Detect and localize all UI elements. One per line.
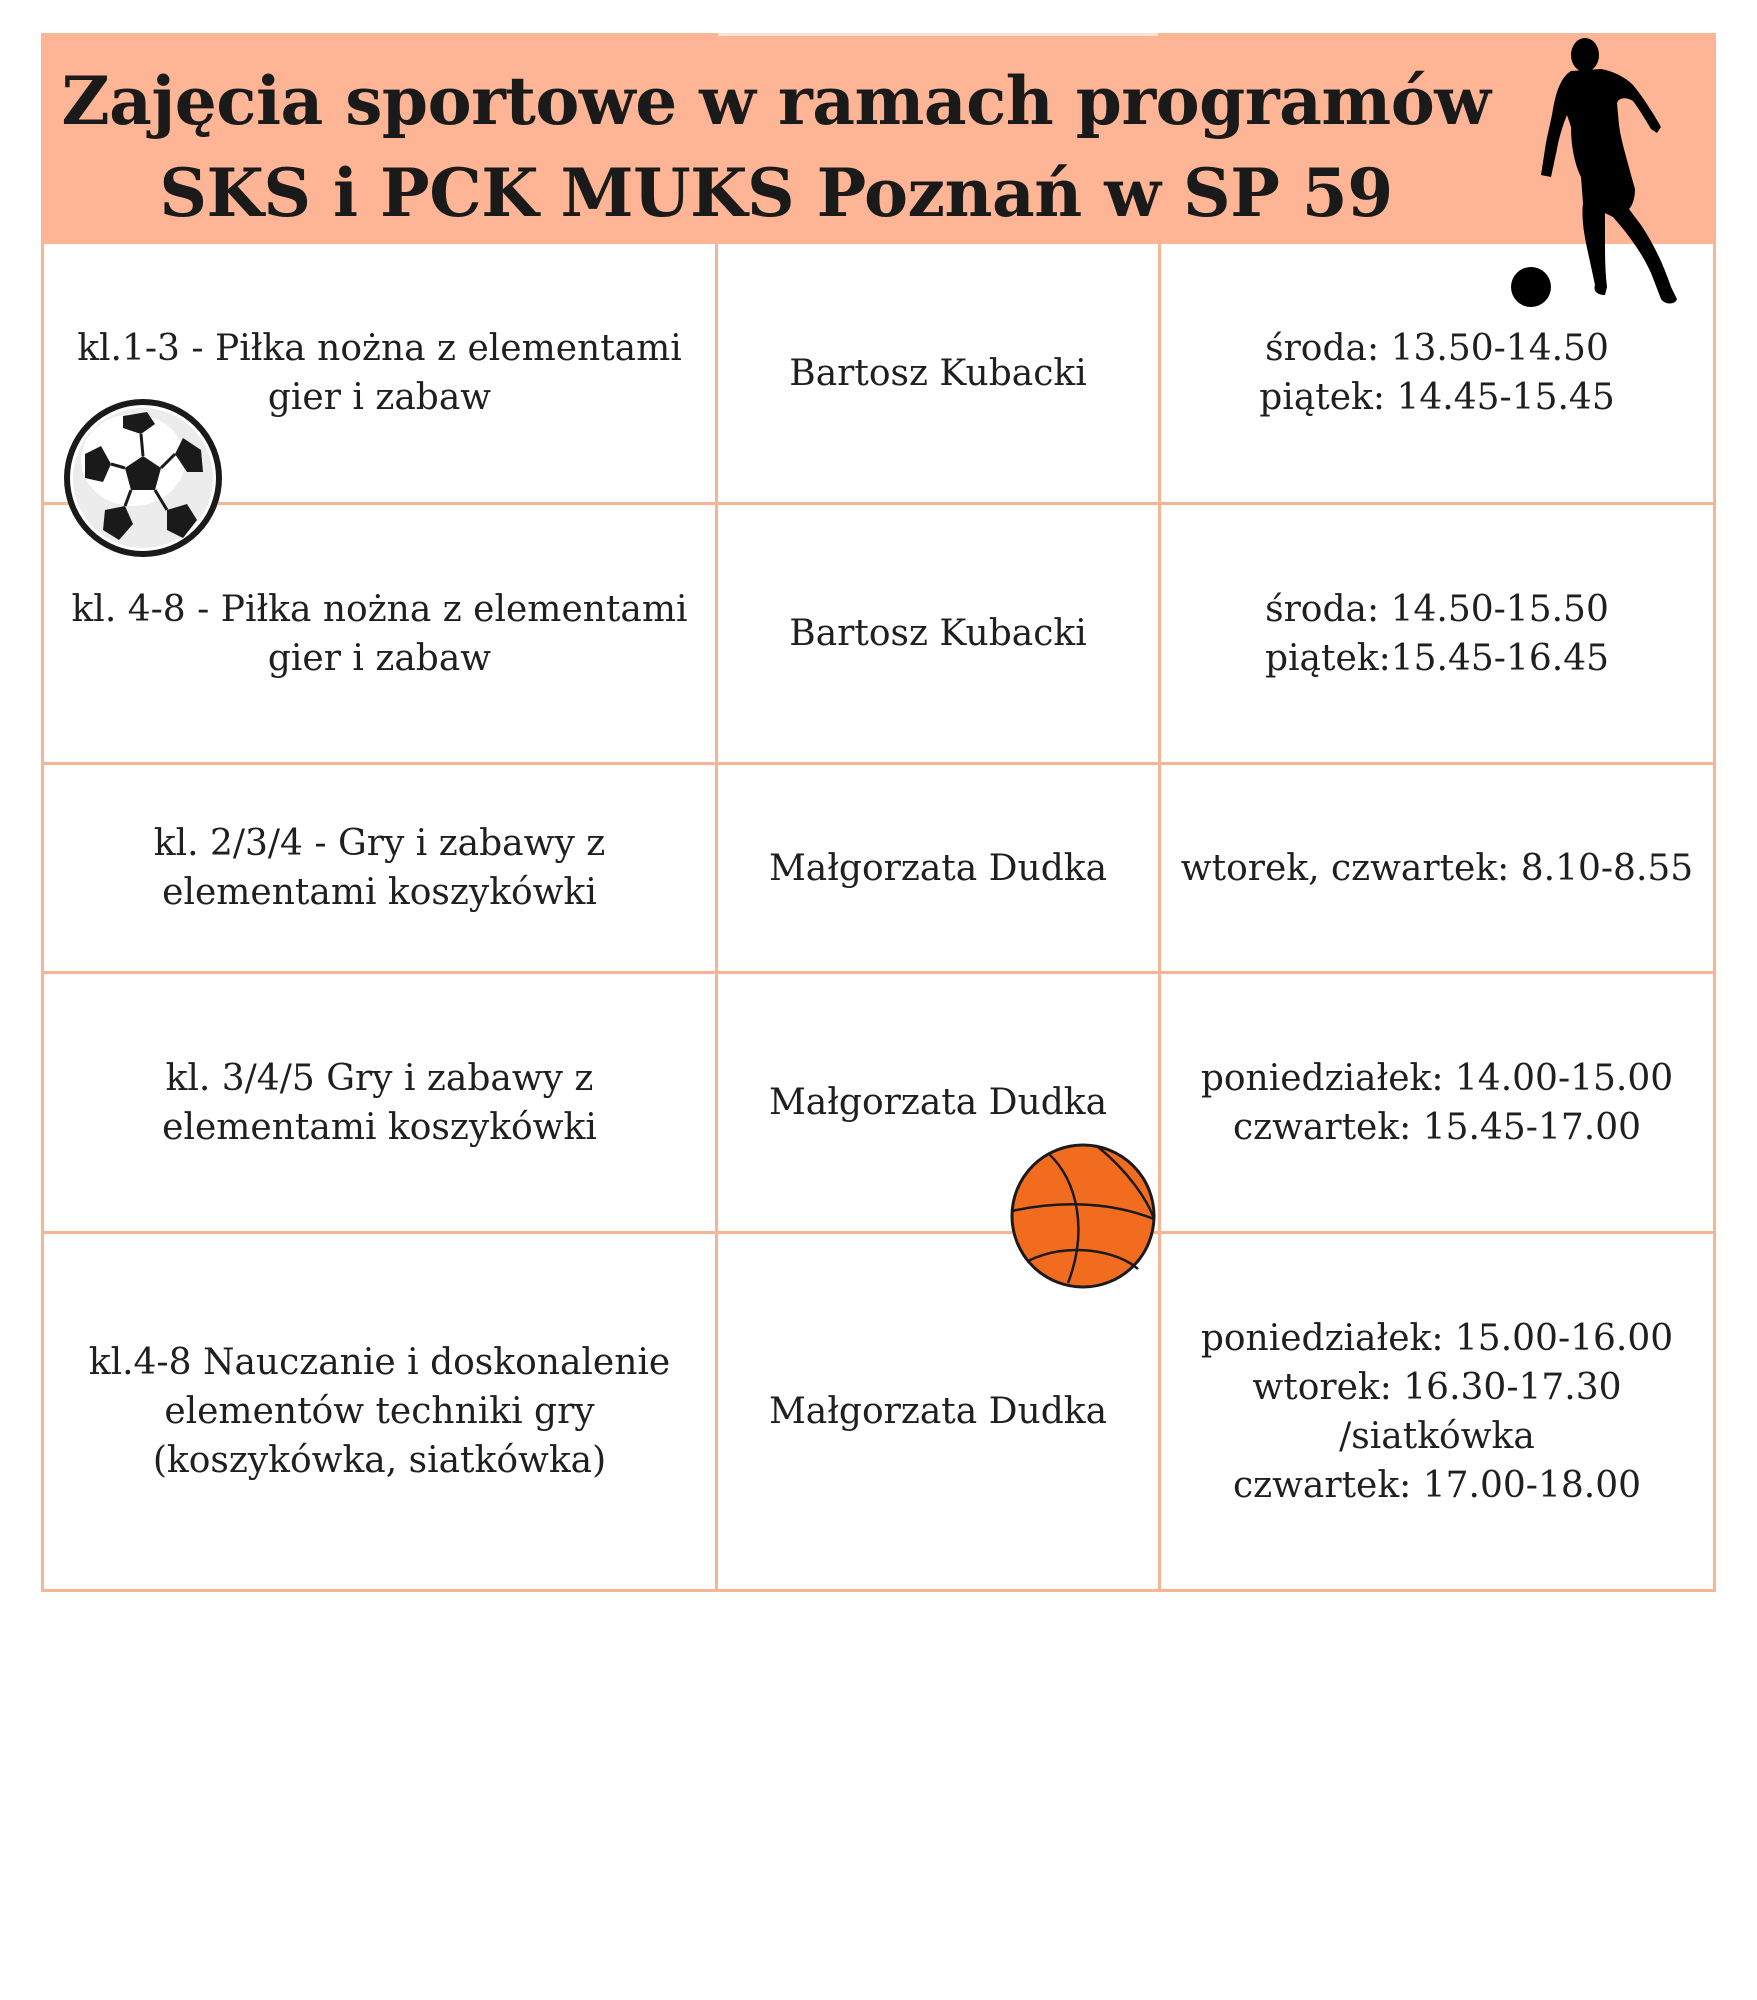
- activity-cell: kl. 3/4/5 Gry i zabawy z elementami koszykówki: [44, 974, 718, 1231]
- schedule-poster: [41, 33, 1716, 1592]
- activity-cell: kl.4-8 Nauczanie i doskonalenie elementów techniki gry (koszykówka, siatkówka): [44, 1234, 718, 1589]
- schedule-cell: poniedziałek: 15.00-16.00 wtorek: 16.30-17.30 /siatkówka czwartek: 17.00-18.00: [1200, 1317, 1674, 1506]
- table-row: [44, 505, 1713, 765]
- schedule-cell: wtorek, czwartek: 8.10-8.55: [1180, 847, 1694, 889]
- schedule-cell: środa: 13.50-14.50 piątek: 14.45-15.45: [1259, 328, 1615, 418]
- table-row: [44, 244, 1713, 505]
- activity-cell: kl. 2/3/4 - Gry i zabawy z elementami koszykówki: [44, 765, 718, 971]
- teacher-cell: Bartosz Kubacki: [718, 505, 1161, 762]
- title-line-2: SKS i PCK MUKS Poznań w SP 59: [159, 154, 1393, 232]
- activity-cell: kl.1-3 - Piłka nożna z elementami gier i zabaw: [44, 244, 718, 502]
- table-row: [44, 765, 1713, 974]
- page-title: [41, 55, 1511, 239]
- activity-cell: kl. 4-8 - Piłka nożna z elementami gier i zabaw: [44, 505, 718, 762]
- schedule-cell: środa: 14.50-15.50 piątek:15.45-16.45: [1264, 588, 1610, 679]
- header-notch: [718, 33, 1158, 36]
- schedule-cell: poniedziałek: 14.00-15.00 czwartek: 15.45-17.00: [1200, 1057, 1674, 1148]
- teacher-cell: Bartosz Kubacki: [718, 244, 1161, 502]
- teacher-cell: Małgorzata Dudka: [718, 765, 1161, 971]
- table-row: [44, 1234, 1713, 1592]
- soccer-player-silhouette-icon: [1501, 37, 1716, 317]
- title-line-1: Zajęcia sportowe w ramach programów: [61, 62, 1491, 140]
- teacher-cell: Małgorzata Dudka: [718, 974, 1161, 1231]
- table-row: [44, 974, 1713, 1234]
- header-banner: [41, 33, 1716, 244]
- soccer-ball-icon: [63, 398, 223, 558]
- basketball-icon: [1008, 1141, 1158, 1291]
- teacher-cell: Małgorzata Dudka: [718, 1234, 1161, 1589]
- schedule-table: [41, 244, 1716, 1592]
